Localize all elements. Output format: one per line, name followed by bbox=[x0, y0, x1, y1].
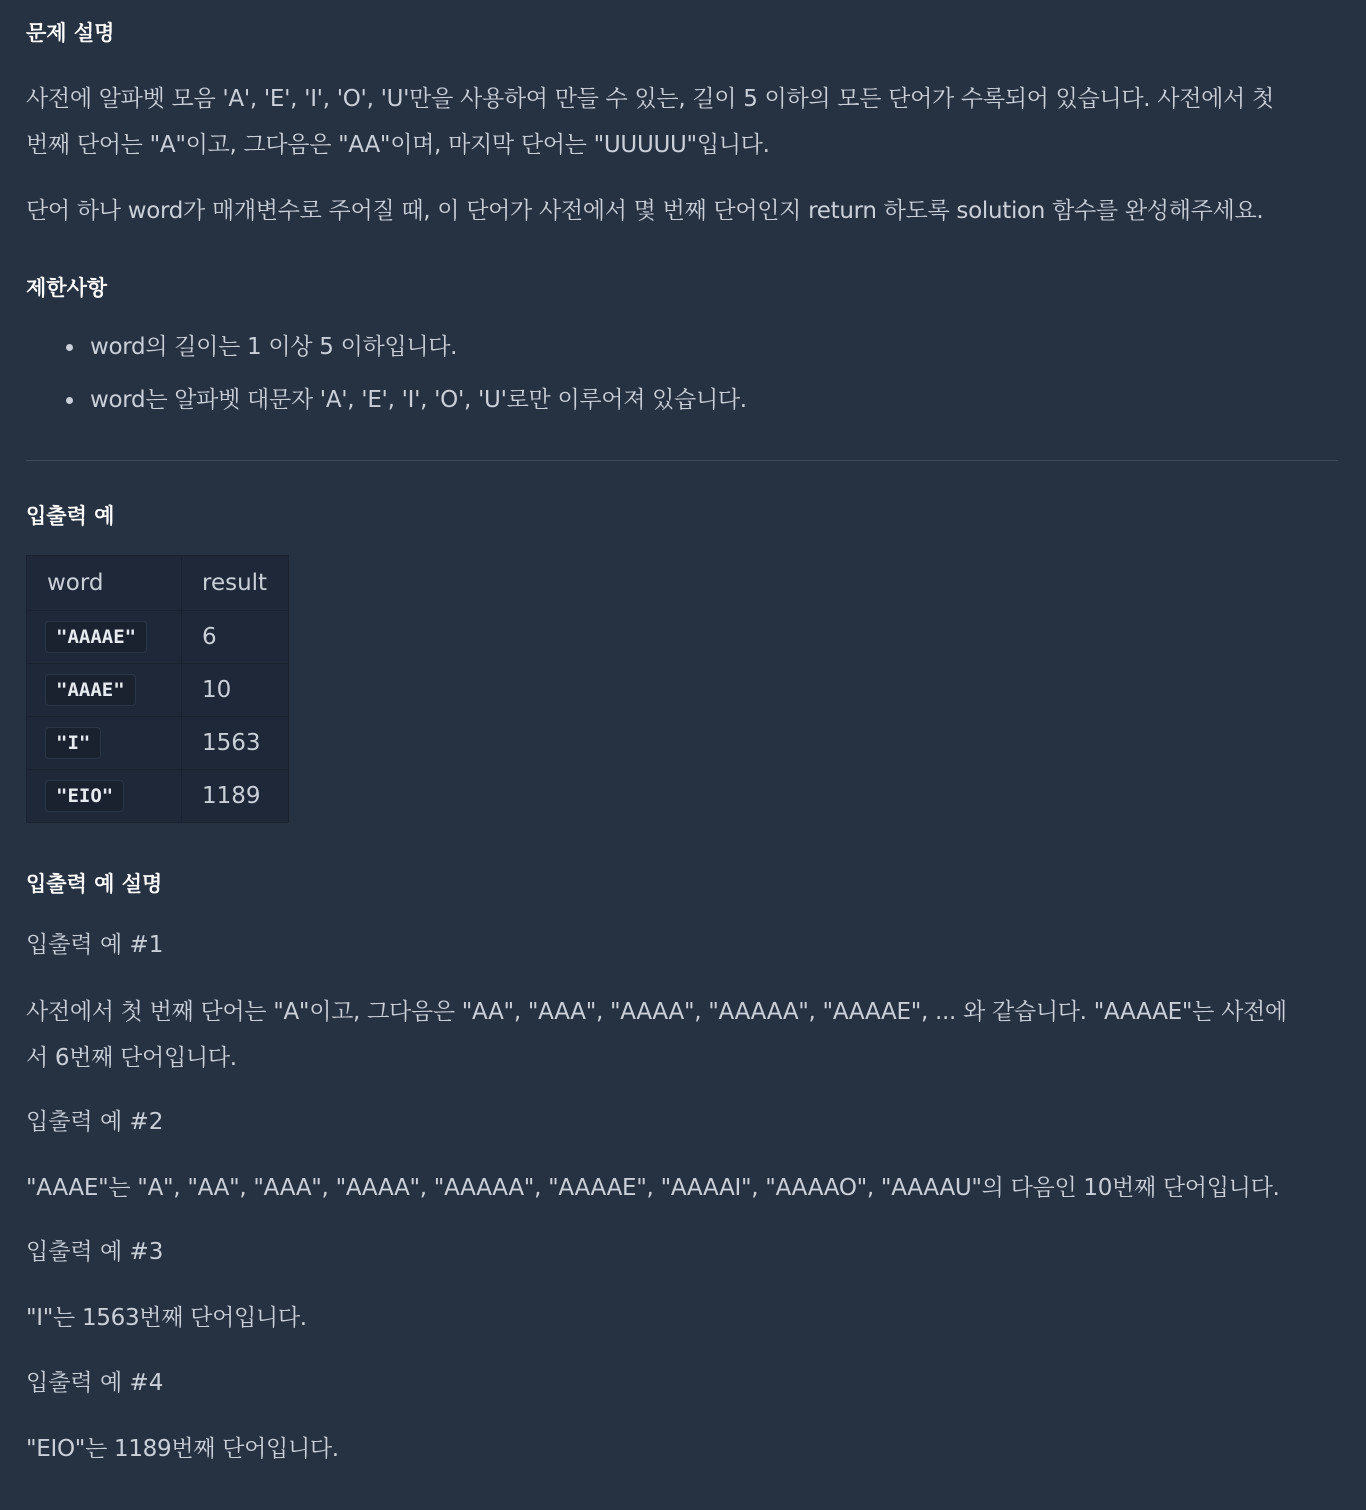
description-line: 번째 단어는 "A"이고, 그다음은 "AA"이며, 마지막 단어는 "UUUUU"입니다. bbox=[26, 132, 770, 158]
problem-heading: 문제 설명 bbox=[26, 21, 115, 45]
io-examples-table bbox=[26, 555, 289, 823]
example-label: 입출력 예 #2 bbox=[26, 1109, 164, 1135]
explanations-heading: 입출력 예 설명 bbox=[26, 872, 163, 896]
description-line: 사전에 알파벳 모음 'A', 'E', 'I', 'O', 'U'만을 사용하여 만들 수 있는, 길이 5 이하의 모든 단어가 수록되어 있습니다. 사전에서 첫 bbox=[26, 86, 1274, 112]
constraint-text: word의 길이는 1 이상 5 이하입니다. bbox=[90, 334, 458, 360]
table-row bbox=[27, 717, 289, 770]
example-explanation bbox=[26, 1295, 1338, 1341]
explanation-line: "EIO"는 1189번째 단어입니다. bbox=[26, 1436, 339, 1462]
example-label: 입출력 예 #4 bbox=[26, 1370, 164, 1396]
task-line: 단어 하나 word가 매개변수로 주어질 때, 이 단어가 사전에서 몇 번째 단어인지 return 하도록 solution 함수를 완성해주세요. bbox=[26, 198, 1264, 224]
io-examples-heading: 입출력 예 bbox=[26, 504, 115, 528]
constraint-text: word는 알파벳 대문자 'A', 'E', 'I', 'O', 'U'로만 이루어져 있습니다. bbox=[90, 387, 747, 413]
table-row bbox=[27, 664, 289, 717]
code-chip: "AAAAE" bbox=[45, 621, 147, 653]
table-row bbox=[27, 611, 289, 664]
example-label: 입출력 예 #1 bbox=[26, 932, 164, 958]
explanation-line: "AAAE"는 "A", "AA", "AAA", "AAAA", "AAAAA", "AAAAE", "AAAAI", "AAAAO", "AAAAU"의 다음인 10번째 단어입니다. bbox=[26, 1175, 1280, 1201]
constraints-list bbox=[26, 326, 747, 432]
cell-result: 10 bbox=[182, 664, 289, 717]
constraint-item bbox=[26, 326, 747, 379]
code-chip: "EIO" bbox=[45, 780, 124, 812]
example-explanation bbox=[26, 1165, 1338, 1211]
problem-description bbox=[26, 76, 1338, 168]
cell-result: 1189 bbox=[182, 770, 289, 823]
section-divider bbox=[26, 460, 1338, 461]
table-header-row bbox=[27, 556, 289, 611]
cell-word bbox=[27, 717, 182, 770]
explanation-line: 서 6번째 단어입니다. bbox=[26, 1045, 237, 1071]
cell-word bbox=[27, 770, 182, 823]
example-explanation bbox=[26, 989, 1338, 1081]
bullet-icon bbox=[66, 344, 73, 351]
cell-result: 6 bbox=[182, 611, 289, 664]
problem-task bbox=[26, 188, 1338, 234]
cell-word bbox=[27, 664, 182, 717]
explanation-line: 사전에서 첫 번째 단어는 "A"이고, 그다음은 "AA", "AAA", "AAAA", "AAAAA", "AAAAE", ... 와 같습니다. "AAAAE"는 사전에 bbox=[26, 999, 1287, 1025]
explanation-line: "I"는 1563번째 단어입니다. bbox=[26, 1305, 307, 1331]
example-label: 입출력 예 #3 bbox=[26, 1239, 164, 1265]
constraint-item bbox=[26, 379, 747, 432]
table-row bbox=[27, 770, 289, 823]
bullet-icon bbox=[66, 397, 73, 404]
code-chip: "AAAE" bbox=[45, 674, 136, 706]
column-header-result: result bbox=[182, 556, 289, 611]
example-explanation bbox=[26, 1426, 1338, 1472]
constraints-heading: 제한사항 bbox=[26, 276, 108, 300]
cell-word bbox=[27, 611, 182, 664]
column-header-word: word bbox=[27, 556, 182, 611]
code-chip: "I" bbox=[45, 727, 101, 759]
cell-result: 1563 bbox=[182, 717, 289, 770]
